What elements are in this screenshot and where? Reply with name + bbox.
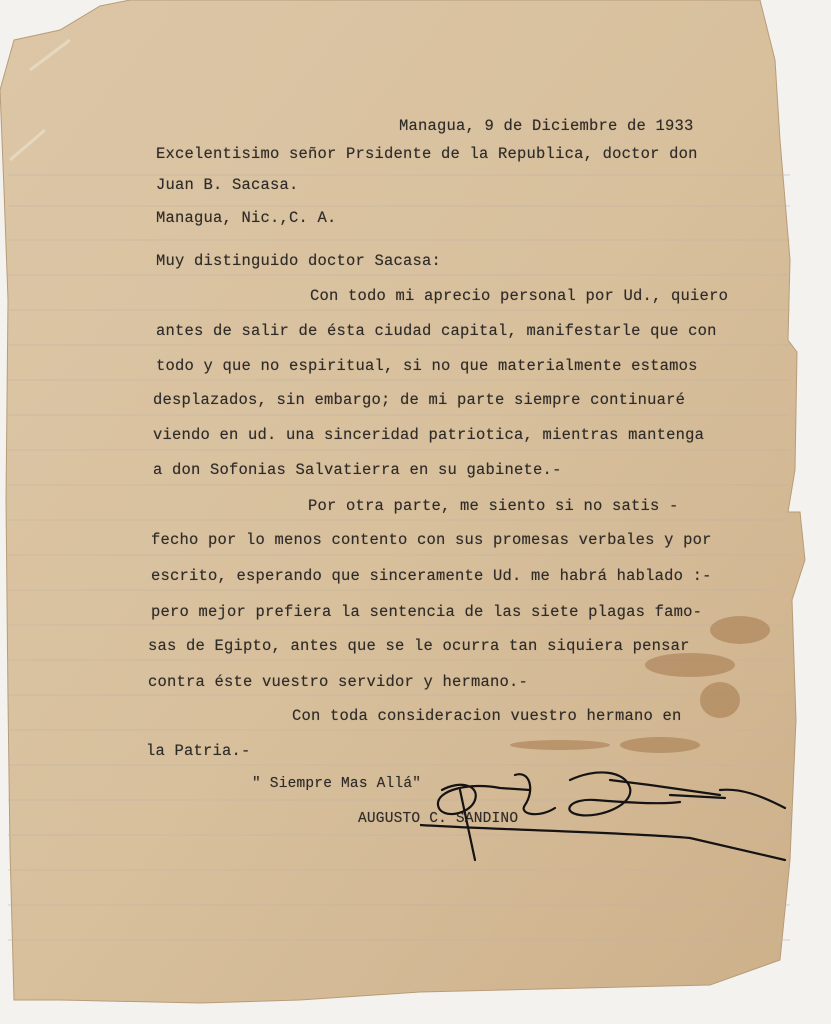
body-line: sas de Egipto, antes que se le ocurra tan siquiera pensar bbox=[148, 637, 690, 655]
body-line: la Patria.- bbox=[146, 742, 251, 760]
body-line: desplazados, sin embargo; de mi parte siempre continuaré bbox=[153, 391, 686, 409]
body-line: escrito, esperando que sinceramente Ud. me habrá hablado :- bbox=[151, 567, 712, 585]
recipient-line-2: Juan B. Sacasa. bbox=[156, 176, 299, 194]
motto: " Siempre Mas Allá" bbox=[252, 776, 422, 792]
body-line: a don Sofonias Salvatierra en su gabinete.- bbox=[153, 461, 562, 479]
salutation: Muy distinguido doctor Sacasa: bbox=[156, 252, 442, 270]
body-line: viendo en ud. una sinceridad patriotica, mientras mantenga bbox=[153, 426, 705, 444]
recipient-line-1: Excelentisimo señor Prsidente de la Republica, doctor don bbox=[156, 145, 698, 163]
body-line: contra éste vuestro servidor y hermano.- bbox=[148, 673, 529, 691]
body-line: todo y que no espiritual, si no que materialmente estamos bbox=[156, 357, 698, 375]
body-line: fecho por lo menos contento con sus promesas verbales y por bbox=[151, 531, 712, 549]
body-line: pero mejor prefiera la sentencia de las siete plagas famo- bbox=[151, 603, 703, 621]
handwritten-signature bbox=[420, 760, 800, 870]
body-line: Por otra parte, me siento si no satis - bbox=[308, 497, 679, 515]
body-line: Con todo mi aprecio personal por Ud., quiero bbox=[310, 287, 729, 305]
signer-name: AUGUSTO C. SANDINO bbox=[358, 811, 519, 827]
body-line: Con toda consideracion vuestro hermano en bbox=[292, 707, 682, 725]
body-line: antes de salir de ésta ciudad capital, manifestarle que con bbox=[156, 322, 717, 340]
date-line: Managua, 9 de Diciembre de 1933 bbox=[399, 117, 694, 135]
recipient-line-3: Managua, Nic.,C. A. bbox=[156, 209, 337, 227]
